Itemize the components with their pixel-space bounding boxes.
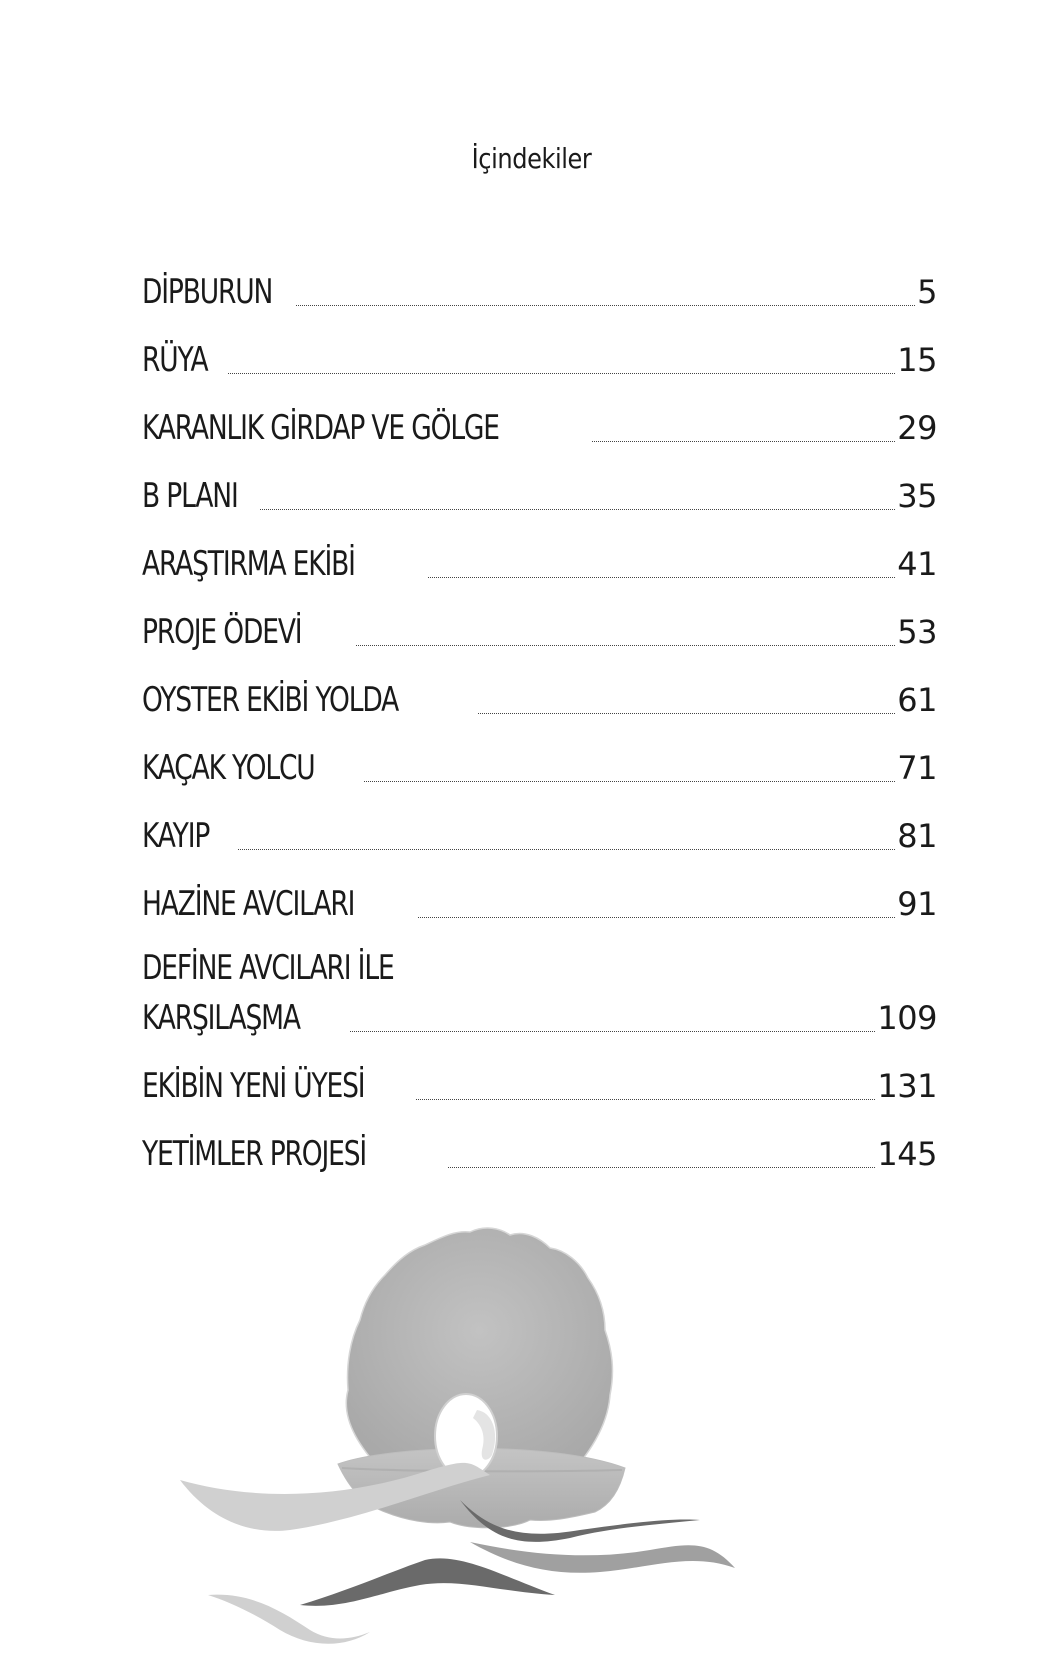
toc-entry[interactable] <box>142 676 937 724</box>
toc-entry[interactable] <box>142 744 937 792</box>
toc-entry-page: 53 <box>897 613 937 651</box>
toc-entry-page: 131 <box>877 1067 937 1105</box>
toc-entry-title: PROJE ÖDEVİ <box>142 612 302 652</box>
toc-entry-title: YETİMLER PROJESİ <box>142 1134 367 1174</box>
toc-entry-page: 35 <box>897 477 937 515</box>
dot-leader <box>418 917 895 918</box>
toc-entry-title-line1: DEFİNE AVCILARI İLE <box>142 948 394 988</box>
toc-entry[interactable] <box>142 946 937 1046</box>
toc-entry-page: 81 <box>897 817 937 855</box>
dot-leader <box>238 849 895 850</box>
toc-entry-page: 5 <box>917 273 937 311</box>
toc-entry-page: 15 <box>897 341 937 379</box>
toc-entry-page: 109 <box>877 999 937 1037</box>
toc-entry-page: 91 <box>897 885 937 923</box>
dot-leader <box>260 509 895 510</box>
toc-entry-page: 145 <box>877 1135 937 1173</box>
dot-leader <box>416 1099 875 1100</box>
toc-entry-page: 61 <box>897 681 937 719</box>
page-title: İçindekiler <box>471 142 592 175</box>
dot-leader <box>364 781 895 782</box>
toc-entry[interactable] <box>142 472 937 520</box>
toc-entry-page: 41 <box>897 545 937 583</box>
dot-leader <box>448 1167 875 1168</box>
toc-entry[interactable] <box>142 404 937 452</box>
toc-entry-title: OYSTER EKİBİ YOLDA <box>142 680 399 720</box>
toc-entry-page: 29 <box>897 409 937 447</box>
toc-entry-title: HAZİNE AVCILARI <box>142 884 355 924</box>
dot-leader <box>428 577 895 578</box>
toc-entry-title: RÜYA <box>142 340 208 380</box>
dot-leader <box>228 373 895 374</box>
dot-leader <box>350 1031 875 1032</box>
toc-entry-title: B PLANI <box>142 476 238 516</box>
toc-entry[interactable] <box>142 608 937 656</box>
toc-entry[interactable] <box>142 336 937 384</box>
toc-entry[interactable] <box>142 1130 937 1178</box>
toc-entry[interactable] <box>142 540 937 588</box>
dot-leader <box>356 645 895 646</box>
dot-leader <box>478 713 895 714</box>
toc-entry[interactable] <box>142 268 937 316</box>
toc-entry-title: KAYIP <box>142 816 210 856</box>
toc-entry-title: ARAŞTIRMA EKİBİ <box>142 544 355 584</box>
oyster-pearl-waves-icon <box>170 1200 890 1653</box>
toc-entry-title: KARŞILAŞMA <box>142 998 300 1038</box>
toc-entry[interactable] <box>142 812 937 860</box>
toc-entry[interactable] <box>142 1062 937 1110</box>
toc-entry-title: KARANLIK GİRDAP VE GÖLGE <box>142 408 499 448</box>
toc-entry-title: EKİBİN YENİ ÜYESİ <box>142 1066 365 1106</box>
toc-entry[interactable] <box>142 880 937 928</box>
toc-entry-title: KAÇAK YOLCU <box>142 748 315 788</box>
dot-leader <box>592 441 895 442</box>
dot-leader <box>296 305 915 306</box>
toc-entry-page: 71 <box>897 749 937 787</box>
toc-entry-title: DİPBURUN <box>142 272 273 312</box>
